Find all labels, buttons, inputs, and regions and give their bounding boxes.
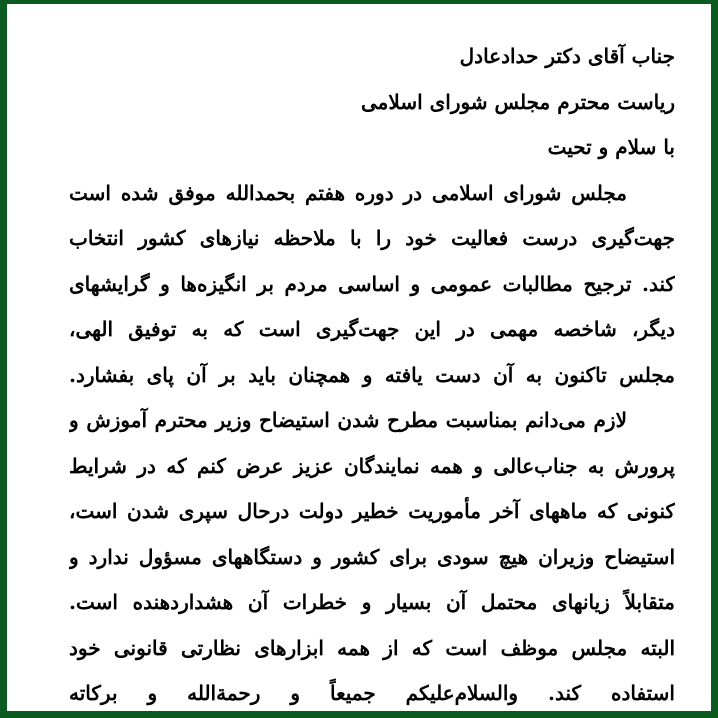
- salutation-block: [69, 34, 675, 171]
- letter-body: [69, 34, 675, 717]
- paragraph-line: متقابلاً زیانهای محتمل آن بسیار و خطرات آن هشداردهنده است.: [69, 590, 675, 614]
- closing-line: استفاده کند. والسلام‌علیکم جمیعاً و رحمة‌الله و برکاته: [69, 681, 675, 705]
- paragraph-line: لازم می‌دانم بمناسبت مطرح شدن استیضاح وزیر محترم آموزش و: [69, 408, 627, 432]
- paragraph-2: [69, 398, 675, 717]
- paragraph-line: جهت‌گیری درست فعالیت خود را با ملاحظه نیازهای کشور انتخاب: [69, 226, 675, 250]
- paragraph-line: البته مجلس موظف است که از همه ابزارهای نظارتی قانونی خود: [69, 635, 675, 660]
- addressee-title-line: ریاست محترم مجلس شورای اسلامی: [361, 89, 675, 114]
- paragraph-1: [69, 171, 675, 399]
- paragraph-line: پرورش به جناب‌عالی و همه نمایندگان عزیز عرض کنم که در شرایط: [69, 453, 675, 478]
- paragraph-line: دیگر، شاخصه مهمی در این جهت‌گیری است که به توفیق الهی،: [69, 317, 675, 341]
- paragraph-line: مجلس تاکنون به آن دست یافته و همچنان باید بر آن پای بفشارد.: [69, 362, 675, 387]
- greeting-line: با سلام و تحیت: [547, 135, 675, 159]
- addressee-line: جناب آقای دکتر حدادعادل: [459, 44, 675, 68]
- paragraph-line: کند. ترجیح مطالبات عمومی و اساسی مردم بر انگیزه‌ها و گرایشهای: [69, 271, 675, 296]
- paragraph-line: کنونی که ماههای آخر مأموریت خطیر دولت درحال سپری شدن است،: [69, 499, 675, 523]
- paragraph-line: استیضاح وزیران هیچ سودی برای کشور و دستگاههای مسؤول ندارد و: [69, 544, 675, 569]
- paragraph-line: مجلس شورای اسلامی در دوره هفتم بحمدالله موفق شده است: [69, 180, 627, 205]
